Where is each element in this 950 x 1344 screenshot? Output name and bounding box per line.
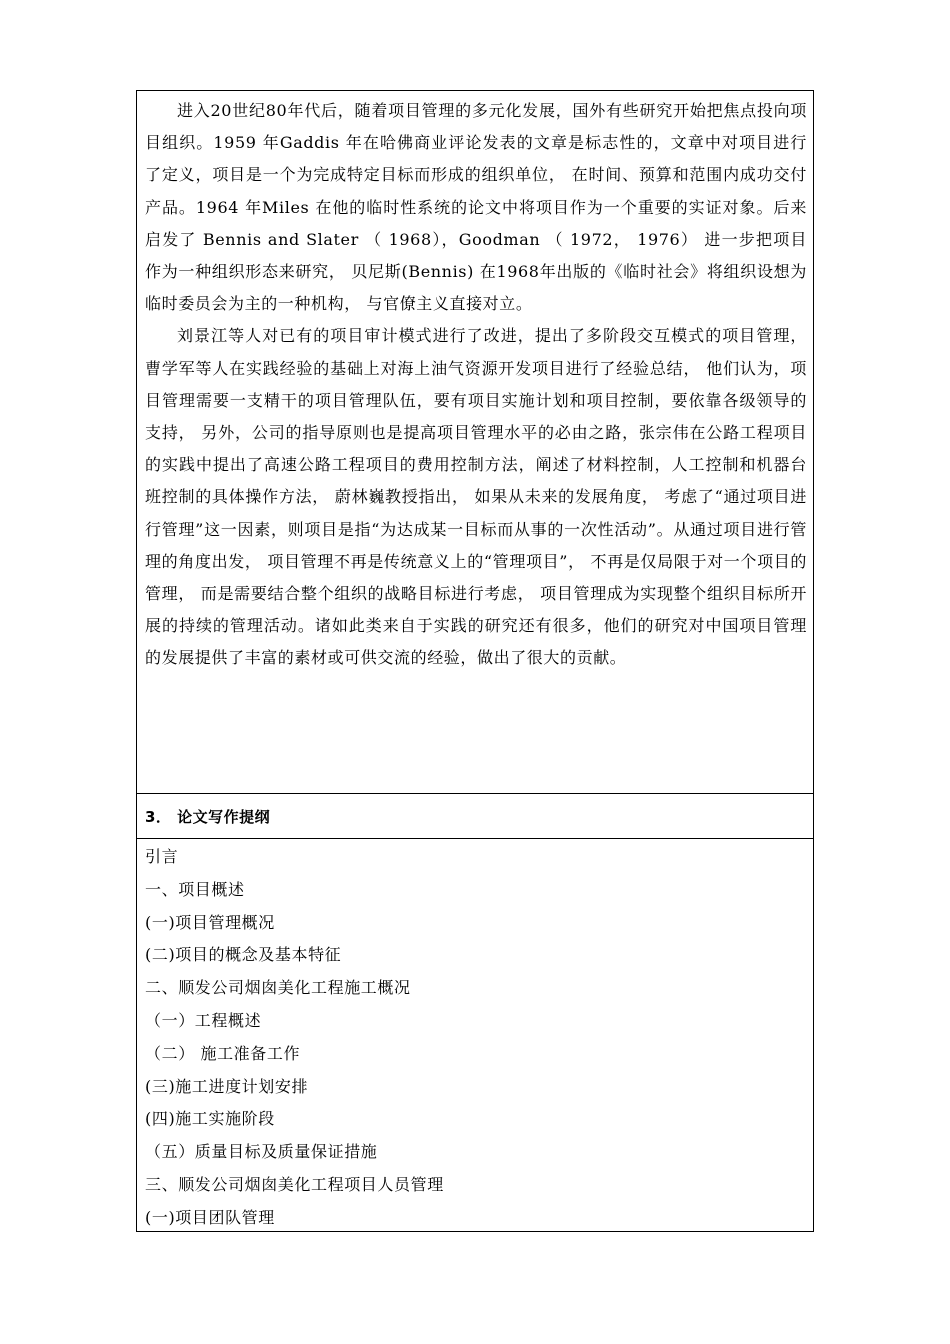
outline-item-2-5: （五）质量目标及质量保证措施: [145, 1142, 378, 1162]
outline-item-1-1: (一)项目管理概况: [145, 912, 275, 932]
outline-list: [137, 839, 813, 1235]
outline-item-2-2: （二） 施工准备工作: [145, 1043, 301, 1063]
proposal-table: [136, 90, 814, 1232]
paragraph-foreign-research: 进入20世纪80年代后，随着项目管理的多元化发展，国外有些研究开始把焦点投向项目组织。1959 年Gaddis 年在哈佛商业评论发表的文章是标志性的，文章中对项目进行了定义，项目是一个为完成特定目标而形成的组织单位， 在时间、预算和范围内成功交付产品。1964 年Miles 在他的临时性系统的论文中将项目作为一个重要的实证对象。后来启发了 Bennis and Slater （ 1968），Goodman （ 1972， 1976） 进一步把项目作为一种组织形态来研究， 贝尼斯(Bennis) 在1968年出版的《临时社会》将组织设想为临时委员会为主的一种机构， 与官僚主义直接对立。: [145, 101, 807, 314]
section-heading: 3． 论文写作提纲: [145, 807, 271, 826]
outline-item-chapter-1: 一、项目概述: [145, 879, 245, 899]
outline-item-chapter-2: 二、顺发公司烟囱美化工程施工概况: [145, 978, 411, 998]
outline-item-2-3: (三)施工进度计划安排: [145, 1076, 309, 1096]
paragraph-domestic-research: 刘景江等人对已有的项目审计模式进行了改进，提出了多阶段交互模式的项目管理， 曹学军等人在实践经验的基础上对海上油气资源开发项目进行了经验总结， 他们认为，项目管理需要一支精干的项目管理队伍，要有项目实施计划和项目控制，要依靠各级领导的支持， 另外，公司的指导原则也是提高项目管理水平的必由之路，张宗伟在公路工程项目的实践中提出了高速公路工程项目的费用控制方法，阐述了材料控制，人工控制和机器台班控制的具体操作方法， 蔚林巍教授指出， 如果从未来的发展角度， 考虑了“通过项目进行管理”这一因素，则项目是指“为达成某一目标而从事的一次性活动”。从通过项目进行管理的角度出发， 项目管理不再是传统意义上的“管理项目”， 不再是仅局限于对一个项目的管理， 而是需要结合整个组织的战略目标进行考虑， 项目管理成为实现整个组织目标所开展的持续的管理活动。诸如此类来自于实践的研究还有很多，他们的研究对中国项目管理的发展提供了丰富的素材或可供交流的经验，做出了很大的贡献。: [145, 326, 807, 668]
outline-item-2-4: (四)施工实施阶段: [145, 1109, 275, 1129]
outline-item-chapter-3: 三、顺发公司烟囱美化工程项目人员管理: [145, 1174, 444, 1194]
outline-item-2-1: （一）工程概述: [145, 1010, 262, 1030]
outline-item-intro: 引言: [145, 847, 179, 866]
section-heading-row: [137, 794, 813, 839]
outline-item-3-1: (一)项目团队管理: [145, 1207, 275, 1227]
literature-review-cell: [137, 91, 813, 794]
outline-item-1-2: (二)项目的概念及基本特征: [145, 945, 342, 965]
